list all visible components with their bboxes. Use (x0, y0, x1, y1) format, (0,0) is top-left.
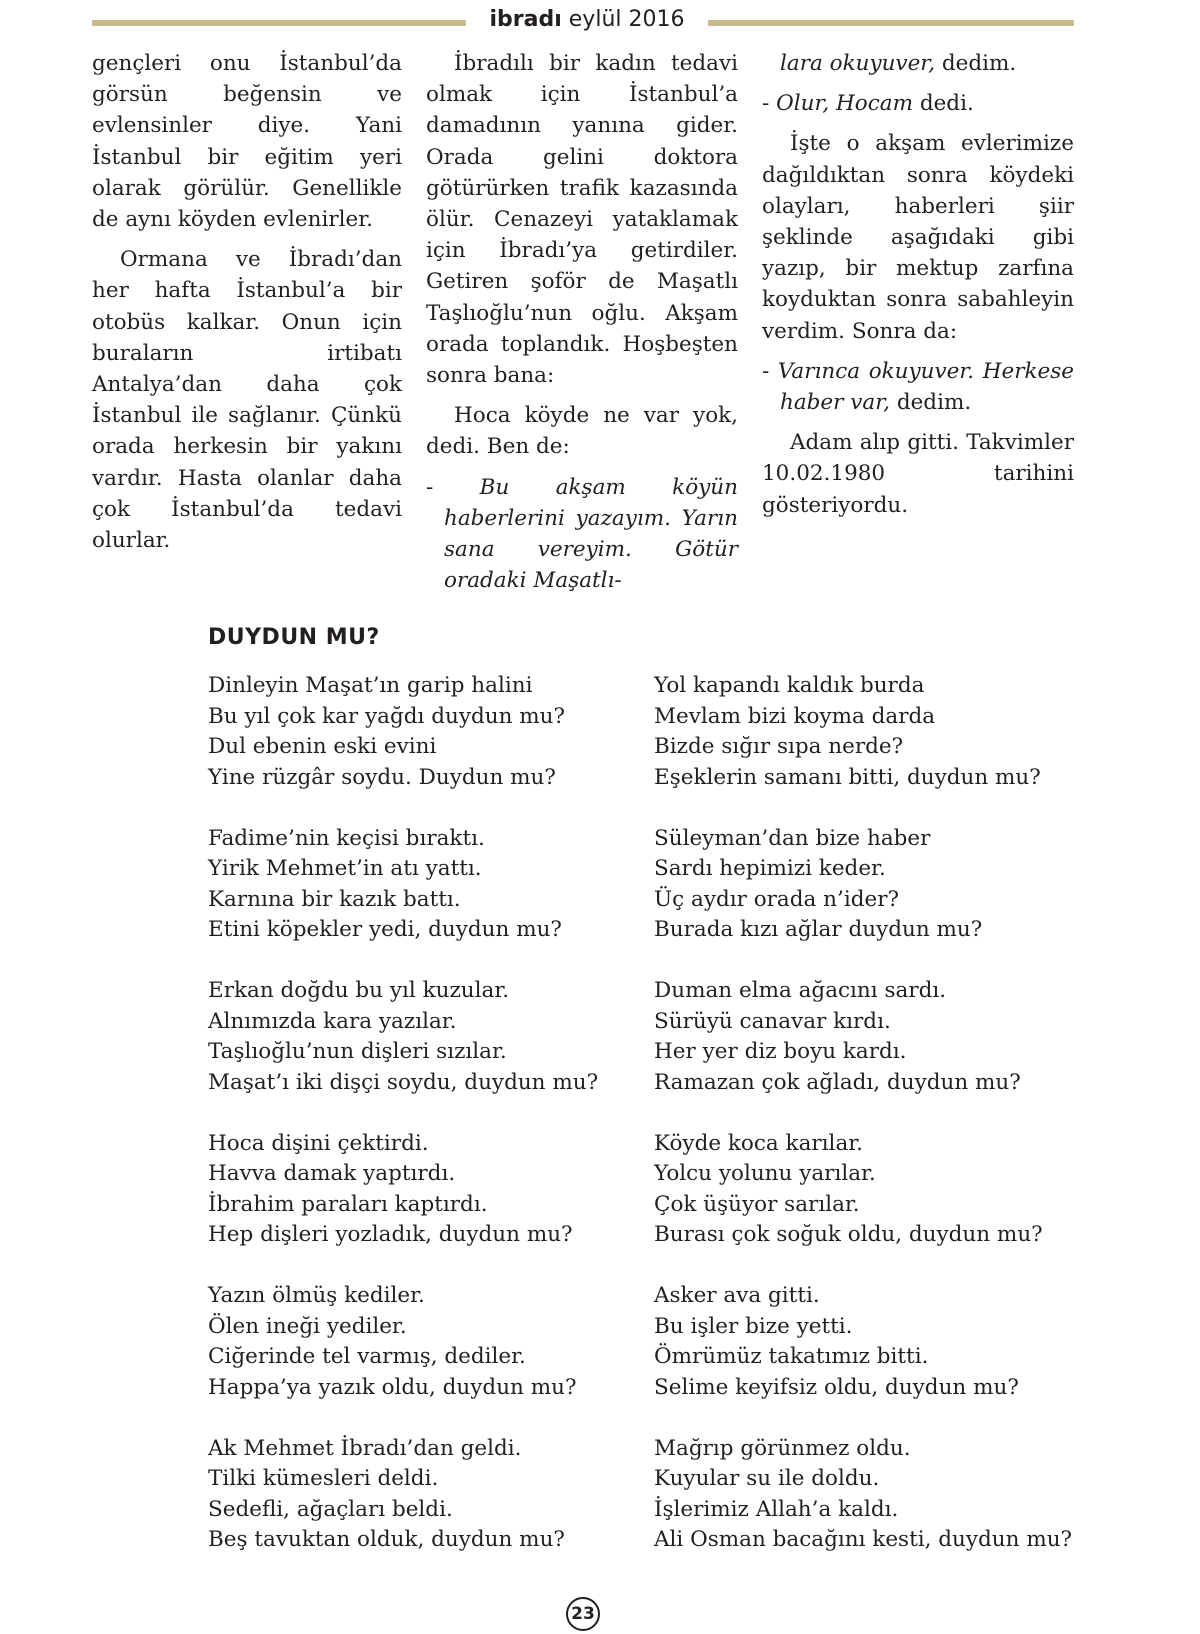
poem-stanza (654, 1434, 1094, 1556)
poem-line: Bizde sığır sıpa nerde? (654, 734, 904, 759)
poem-line: Fadime’nin keçisi bıraktı. (208, 825, 485, 851)
poem-line: Mağrıp görünmez oldu. (654, 1435, 911, 1461)
poem-line: Eşeklerin samanı bitti, duydun mu? (654, 764, 1041, 790)
header-rule-left (92, 20, 466, 26)
poem-line: Havva damak yaptırdı. (208, 1161, 456, 1186)
poem-stanza (208, 671, 648, 793)
text: dedim. (889, 390, 972, 416)
article-column-1 (92, 48, 402, 565)
poem-line: Ali Osman bacağını kesti, duydun mu? (654, 1527, 1073, 1552)
poem-line: Üç aydır orada n’ider? (654, 886, 900, 912)
poem-line: Dinleyin Maşat’ın garip halini (208, 673, 533, 698)
poem-line: Ölen ineği yediler. (208, 1313, 407, 1339)
poem-line: Hep dişleri yozladık, duydun mu? (208, 1222, 573, 1247)
poem-line: Hoca dişini çektirdi. (208, 1130, 429, 1156)
poem-stanza (208, 824, 648, 946)
article-column-2 (426, 48, 738, 605)
dialogue-paragraph (426, 472, 738, 597)
poem-title: DUYDUN MU? (208, 625, 380, 650)
poem-line: İşlerimiz Allah’a kaldı. (654, 1496, 899, 1522)
dash: - (762, 358, 770, 384)
poem-stanza (208, 976, 648, 1098)
poem-stanza (208, 1434, 648, 1556)
italic-text: Olur, Hocam (776, 91, 913, 117)
poem-line: Yirik Mehmet’in atı yattı. (208, 856, 482, 881)
poem-line: Sardı hepimizi keder. (654, 856, 886, 881)
poem-line: Duman elma ağacını sardı. (654, 978, 947, 1003)
page-header (92, 4, 1074, 36)
poem-stanza (654, 824, 1094, 946)
paragraph: Hoca köyde ne var yok, dedi. Ben de: (426, 403, 738, 460)
poem-line: Karnına bir kazık battı. (208, 886, 461, 912)
dialogue-paragraph (762, 48, 1074, 79)
poem-line: Mevlam bizi koyma darda (654, 703, 936, 729)
page-number: 23 (566, 1597, 600, 1631)
poem-line: Burası çok soğuk oldu, duydun mu? (654, 1222, 1043, 1247)
poem-line: Yol kapandı kaldık burda (654, 673, 925, 698)
poem-line: Ömrümüz takatımız bitti. (654, 1344, 929, 1369)
poem-line: Selime keyifsiz oldu, duydun mu? (654, 1374, 1019, 1400)
poem-line: Erkan doğdu bu yıl kuzular. (208, 978, 510, 1003)
poem-line: Sedefli, ağaçları beldi. (208, 1496, 453, 1522)
magazine-title (466, 4, 708, 36)
paragraph: Ormana ve İbradı’dan her hafta İstanbul’a bir otobüs kalkar. Onun için buraların irtibatı Antalya’dan daha çok İstanbul ile sağlanır. Çünkü orada herkesin bir yakını vardır. Hasta olanlar daha çok İstanbul’da tedavi olurlar. (92, 247, 402, 554)
poem-line: Her yer diz boyu kardı. (654, 1039, 907, 1064)
poem-stanza (654, 976, 1094, 1098)
magazine-brand: ibradı (489, 7, 562, 32)
magazine-issue: eylül 2016 (561, 7, 685, 32)
italic-text: lara okuyuver, (780, 51, 936, 76)
poem-line: Süleyman’dan bize haber (654, 825, 931, 851)
poem-line: Yine rüzgâr soydu. Duydun mu? (208, 764, 556, 790)
poem-line: Yolcu yolunu yarılar. (654, 1161, 876, 1186)
poem-line: İbrahim paraları kaptırdı. (208, 1191, 488, 1217)
poem-line: Beş tavuktan olduk, duydun mu? (208, 1527, 565, 1552)
poem-stanza (654, 671, 1094, 793)
poem-stanza (654, 1281, 1094, 1403)
poem-stanza (208, 1281, 648, 1403)
poem-line: Etini köpekler yedi, duydun mu? (208, 917, 562, 942)
poem-line: Sürüyü canavar kırdı. (654, 1008, 891, 1034)
poem-line: Happa’ya yazık oldu, duydun mu? (208, 1374, 577, 1400)
poem-stanza (654, 1129, 1094, 1251)
poem-line: Bu işler bize yetti. (654, 1313, 853, 1339)
text: dedi. (912, 91, 974, 117)
paragraph: İbradılı bir kadın tedavi olmak için İstanbul’a damadının yanına gider. Orada gelini doktora götürürken trafik kazasında ölür. Cenazeyi yataklamak için İbradı’ya getirdiler. Getiren şoför de Maşatlı Taşlıoğlu’nun oğlu. Akşam orada toplandık. Hoşbeşten sonra bana: (426, 51, 738, 389)
poem-line: Burada kızı ağlar duydun mu? (654, 917, 983, 942)
poem-line: Yazın ölmüş kediler. (208, 1283, 425, 1308)
poem-line: Maşat’ı iki dişçi soydu, duydun mu? (208, 1069, 599, 1095)
poem-column-right (654, 671, 1094, 1586)
poem-line: Kuyular su ile doldu. (654, 1466, 880, 1491)
poem-line: Çok üşüyor sarılar. (654, 1191, 860, 1217)
poem-line: Köyde koca karılar. (654, 1130, 864, 1156)
poem-line: Taşlıoğlu’nun dişleri sızılar. (208, 1039, 507, 1064)
text: dedim. (935, 51, 1017, 76)
dialogue-paragraph (762, 88, 1074, 119)
poem-line: Tilki kümesleri deldi. (208, 1466, 439, 1491)
poem-line: Alnımızda kara yazılar. (208, 1008, 457, 1034)
paragraph: İşte o akşam evlerimize dağıldıktan sonra köydeki olayları, haberleri şiir şeklinde aşağıdaki gibi yazıp, bir mektup zarfına koyduktan sonra sabahleyin verdim. Sonra da: (762, 131, 1074, 344)
poem-column-left (208, 671, 648, 1586)
poem-line: Dul ebenin eski evini (208, 734, 437, 759)
dash: - (426, 474, 434, 500)
paragraph: gençleri onu İstanbul’da görsün beğensin ve evlensinler diye. Yani İstanbul bir eğitim yeri olarak görülür. Genellikle de aynı köyden evlenirler. (92, 51, 402, 233)
italic-text: Bu akşam köyün haberlerini yazayım. Yarın sana vereyim. Götür oradaki Maşatlı- (444, 474, 738, 594)
paragraph: Adam alıp gitti. Takvimler 10.02.1980 tarihini gösteriyordu. (762, 430, 1074, 518)
dialogue-paragraph (762, 356, 1074, 418)
poem-line: Ramazan çok ağladı, duydun mu? (654, 1069, 1021, 1095)
dash: - (762, 91, 770, 117)
poem-stanza (208, 1129, 648, 1251)
poem-line: Bu yıl çok kar yağdı duydun mu? (208, 703, 566, 729)
article-column-3 (762, 48, 1074, 530)
poem-line: Ciğerinde tel varmış, dediler. (208, 1344, 526, 1369)
poem-line: Ak Mehmet İbradı’dan geldi. (208, 1435, 522, 1461)
header-rule-right (708, 20, 1074, 26)
poem-line: Asker ava gitti. (654, 1283, 820, 1308)
italic-text: Varınca okuyuver. Herkese haber var, (777, 358, 1074, 416)
